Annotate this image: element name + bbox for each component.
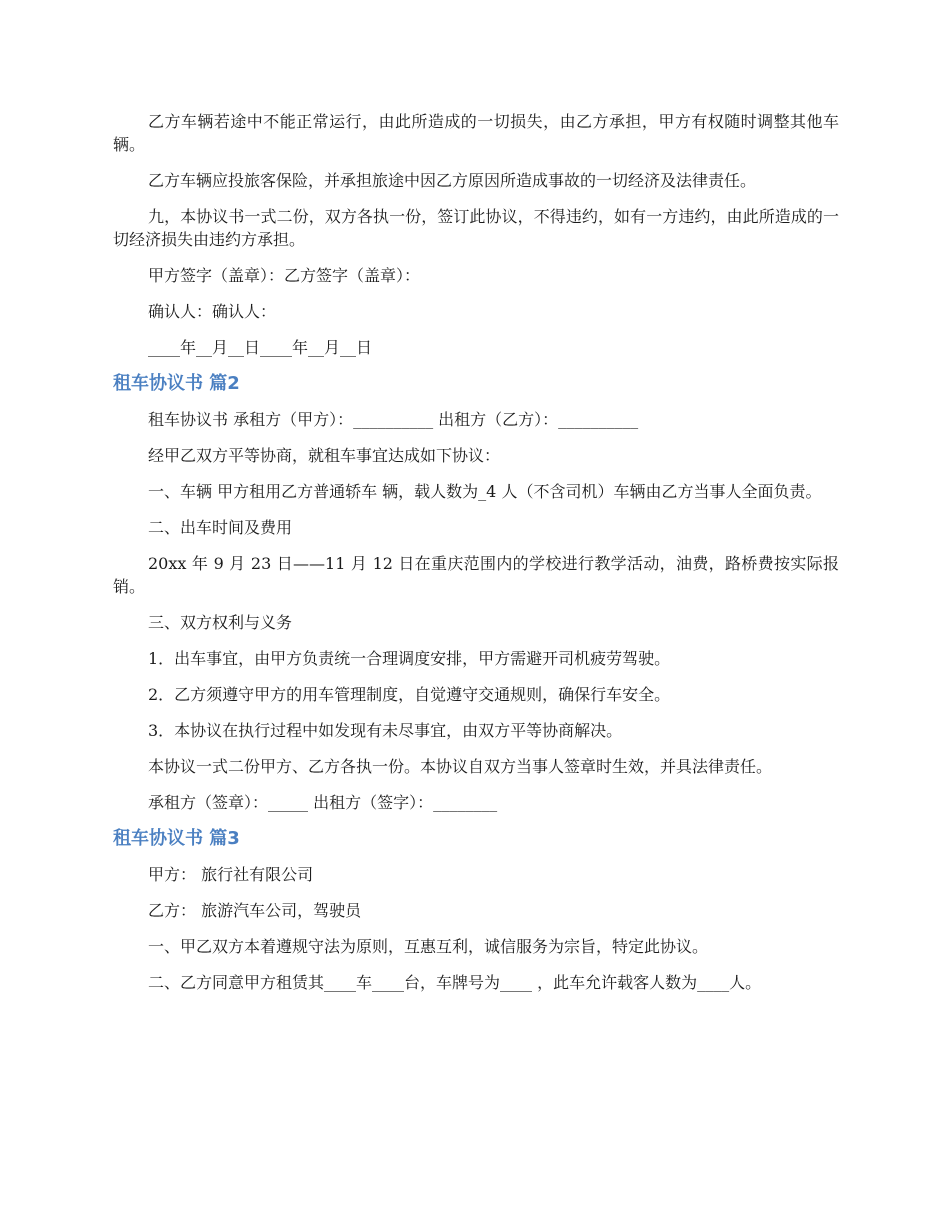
list-item: 1．出车事宜，由甲方负责统一合理调度安排，甲方需避开司机疲劳驾驶。	[148, 649, 671, 668]
signature-line: 承租方（签章）：_____ 出租方（签字）：________	[148, 793, 498, 812]
party-b-line: 乙方： 旅游汽车公司，驾驶员	[148, 901, 362, 920]
paragraph: 本协议一式二份甲方、乙方各执一份。本协议自双方当事人签章时生效，并具法律责任。	[148, 757, 773, 776]
paragraph: 20xx 年 9 月 23 日——11 月 12 日在重庆范围内的学校进行教学活动，油费，路桥费按实际报销。	[113, 554, 839, 596]
signature-line: 甲方签字（盖章）：乙方签字（盖章）：	[148, 266, 421, 285]
paragraph: 二、乙方同意甲方租赁其____车____台，车牌号为____ ，此车允许载客人数为____人。	[148, 973, 762, 992]
section-heading: 租车协议书 篇2	[113, 373, 240, 394]
date-line: ____年__月__日____年__月__日	[148, 338, 373, 357]
document-page	[113, 110, 839, 1007]
paragraph: 乙方车辆应投旅客保险，并承担旅途中因乙方原因所造成事故的一切经济及法律责任。	[148, 171, 757, 190]
party-a-line: 甲方： 旅行社有限公司	[148, 865, 314, 884]
section-heading: 租车协议书 篇3	[113, 828, 240, 849]
paragraph: 一、甲乙双方本着遵规守法为原则，互惠互利，诚信服务为宗旨，特定此协议。	[148, 937, 709, 956]
paragraph: 经甲乙双方平等协商，就租车事宜达成如下协议：	[148, 446, 501, 465]
paragraph: 九，本协议书一式二份，双方各执一份，签订此协议，不得违约，如有一方违约，由此所造成的一切经济损失由违约方承担。	[113, 207, 839, 249]
parties-line: 租车协议书 承租方（甲方）：__________ 出租方（乙方）：__________	[148, 410, 639, 429]
paragraph: 二、出车时间及费用	[148, 518, 293, 537]
list-item: 3．本协议在执行过程中如发现有未尽事宜，由双方平等协商解决。	[148, 721, 623, 740]
paragraph: 一、车辆 甲方租用乙方普通轿车 辆，载人数为_4 人（不含司机）车辆由乙方当事人全面负责。	[148, 482, 822, 501]
paragraph: 三、双方权利与义务	[148, 613, 293, 632]
paragraph: 乙方车辆若途中不能正常运行，由此所造成的一切损失，由乙方承担，甲方有权随时调整其他车辆。	[113, 112, 839, 154]
confirmer-line: 确认人：确认人：	[148, 302, 277, 321]
list-item: 2．乙方须遵守甲方的用车管理制度，自觉遵守交通规则，确保行车安全。	[148, 685, 671, 704]
